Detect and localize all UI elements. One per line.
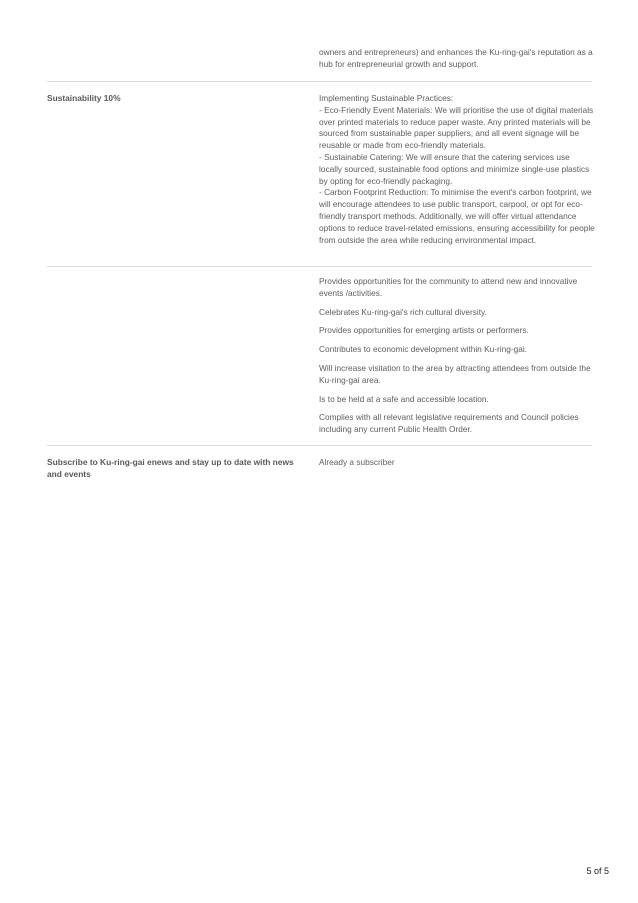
criteria-item: Provides opportunities for emerging artists or performers.: [319, 325, 529, 336]
criteria-item: Celebrates Ku-ring-gai's rich cultural diversity.: [319, 306, 487, 317]
criteria-item: Complies with all relevant legislative requirements and Council policies including any current Public Health Order.: [319, 412, 579, 435]
criteria-item: Will increase visitation to the area by attracting attendees from outside the Ku-ring-gai area.: [319, 362, 591, 385]
criteria-list: [319, 276, 595, 443]
page-number: 5 of 5: [586, 866, 609, 876]
row-divider: [47, 445, 592, 446]
sustainability-answer: Implementing Sustainable Practices: - Eco-Friendly Event Materials: We will prioritise the use of digital materials over printed materials to reduce paper waste. Any printed materials will be sourced from sustainable paper suppliers, and all event signage will be reusable or made from eco-friendly materials. - Sustainable Catering: We will ensure that the catering services use locally sourced, sustainable food options and minimize single-use plastics by opting for eco-friendly packaging. - Carbon Footprint Reduction: To minimise the event's carbon footprint, we will encourage attendees to use public transport, carpool, or opt for eco-friendly transport methods. Additionally, we will offer virtual attendance options to reduce travel-related emissions, ensuring accessibility for people from outside the area while reducing environmental impact.: [319, 93, 595, 245]
subscribe-answer: Already a subscriber: [319, 457, 395, 467]
row-divider: [47, 266, 592, 267]
criteria-item: Provides opportunities for the community to attend new and innovative events /activities.: [319, 276, 578, 298]
row-divider: [47, 81, 592, 82]
continuation-text: owners and entrepreneurs) and enhances the Ku-ring-gai's reputation as a hub for entrepreneurial growth and support.: [319, 47, 593, 69]
subscribe-label: Subscribe to Ku-ring-gai enews and stay up to date with news and events: [47, 457, 294, 479]
sustainability-label: Sustainability 10%: [47, 93, 121, 103]
criteria-item: Is to be held at a safe and accessible location.: [319, 393, 489, 404]
criteria-item: Contributes to economic development within Ku-ring-gai.: [319, 344, 527, 355]
